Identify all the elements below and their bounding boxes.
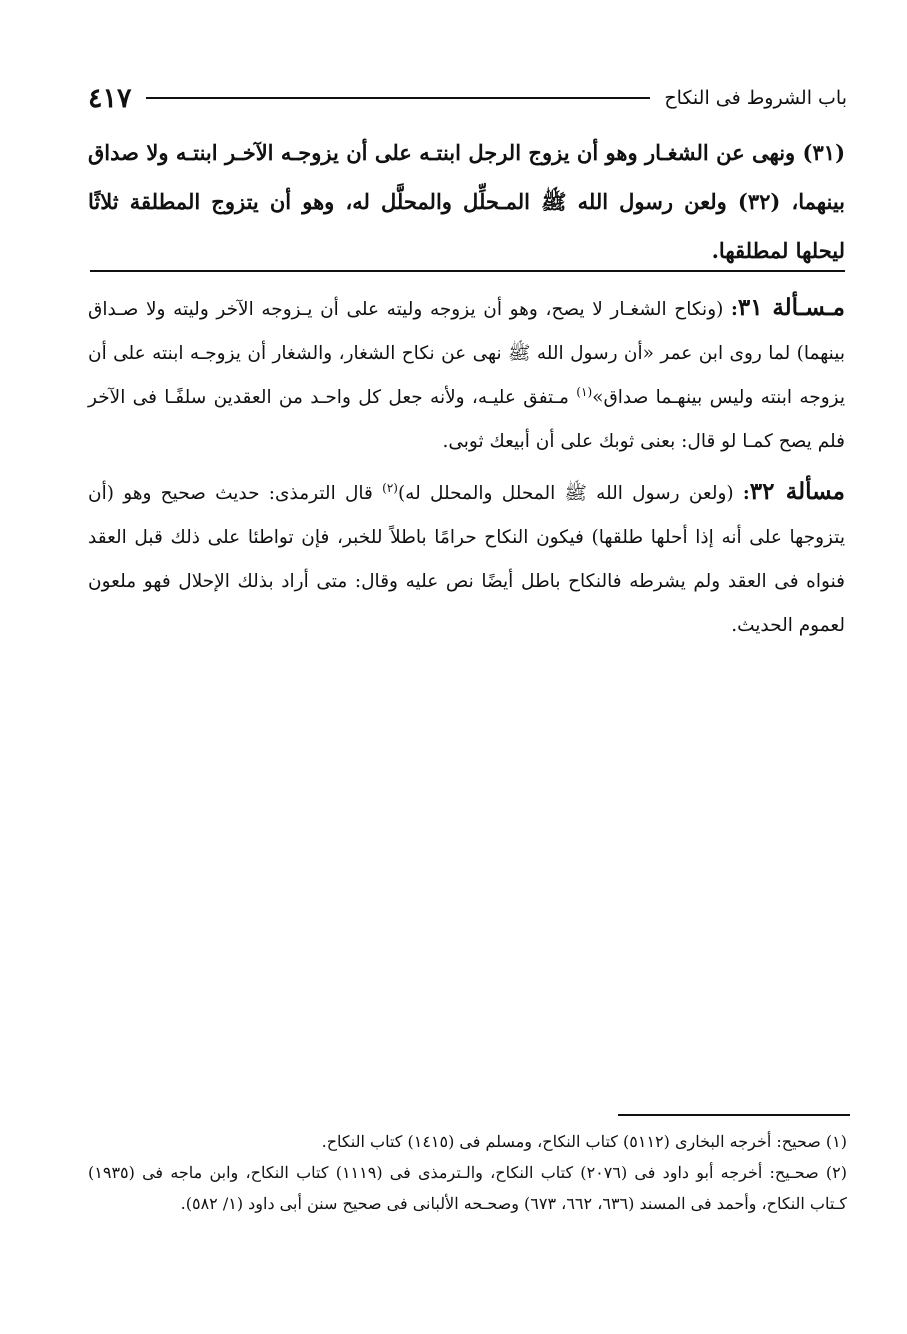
footnotes-block [88, 1126, 847, 1219]
masala-32-paragraph [88, 470, 845, 648]
chapter-title: باب الشروط فى النكاح [664, 87, 847, 109]
section-divider [90, 270, 845, 272]
masala-31-label: مـسـألة ٣١ [737, 294, 846, 321]
footnote-ref-2: (٢) [382, 480, 398, 495]
commentary-block [88, 286, 845, 654]
masala-32-label: مسألة ٣٢ [749, 478, 845, 505]
footnote-ref-1: (١) [576, 384, 593, 399]
masala-31-text: (ونكاح الشغـار لا يصح، وهو أن يزوجه وليته على أن يـزوجه الآخر وليته ولا صـداق بينهما) لما روى ابن عمر «أن رسول الله ﷺ نهى عن نكاح الشغار، والشغار أن يزوجـه ابنته على أن يزوجه ابنته وليس بينهـما صداق» [88, 299, 845, 408]
page-header [88, 78, 847, 118]
masala-32-colon: : [742, 483, 750, 504]
matn-paragraph: (٣١) ونهى عن الشغـار وهو أن يزوج الرجل ابنتـه على أن يزوجـه الآخـر ابنتـه ولا صداق بينهما، (٣٢) ولعن رسول الله ﷺ المـحلِّل والمحلَّل له، وهو أن يتزوج المطلقة ثلاثًا ليحلها لمطلقها. [88, 140, 845, 263]
footnote-1: (١) صحيح: أخرجه البخارى (٥١١٢) كتاب النكاح، ومسلم فى (١٤١٥) كتاب النكاح. [321, 1132, 847, 1151]
masala-32-text-continued: قال الترمذى: حديث صحيح وهو (أن يتزوجها على أنه إذا أحلها طلقها) فيكون النكاح حرامًا باطلاً للخبر، فإن تواطئا على ذلك قبل العقد فنواه فى العقد ولم يشرطه فالنكاح باطل أيضًا نص عليه وقال: متى أراد بذلك الإحلال فهو ملعون لعموم الحديث. [88, 483, 845, 636]
matn-text-block [88, 128, 845, 275]
masala-31-colon: : [731, 299, 738, 320]
masala-31-text-continued: مـتفق عليـه، ولأنه جعل كل واحـد من العقدين سلفًـا فى الآخر فلم يصح كمـا لو قال: بعنى ثوبك على أن أبيعك ثوبى. [88, 387, 845, 452]
page-number: ٤١٧ [88, 82, 132, 114]
masala-32-text: (ولعن رسول الله ﷺ المحلل والمحلل له) [397, 483, 743, 504]
footnote-divider [618, 1114, 850, 1116]
masala-31-paragraph [88, 286, 845, 464]
header-rule [146, 97, 651, 99]
footnote-2: (٢) صحـيح: أخرجه أبو داود فى (٢٠٧٦) كتاب النكاح، والـترمذى فى (١١١٩) كتاب النكاح، وابن ماجه فى (١٩٣٥) كـتاب النكاح، وأحمد فى المسند (٦٣٦، ٦٦٢، ٦٧٣) وصحـحه الألبانى فى صحيح سنن أبى داود (١/ ٥٨٢). [88, 1163, 848, 1213]
